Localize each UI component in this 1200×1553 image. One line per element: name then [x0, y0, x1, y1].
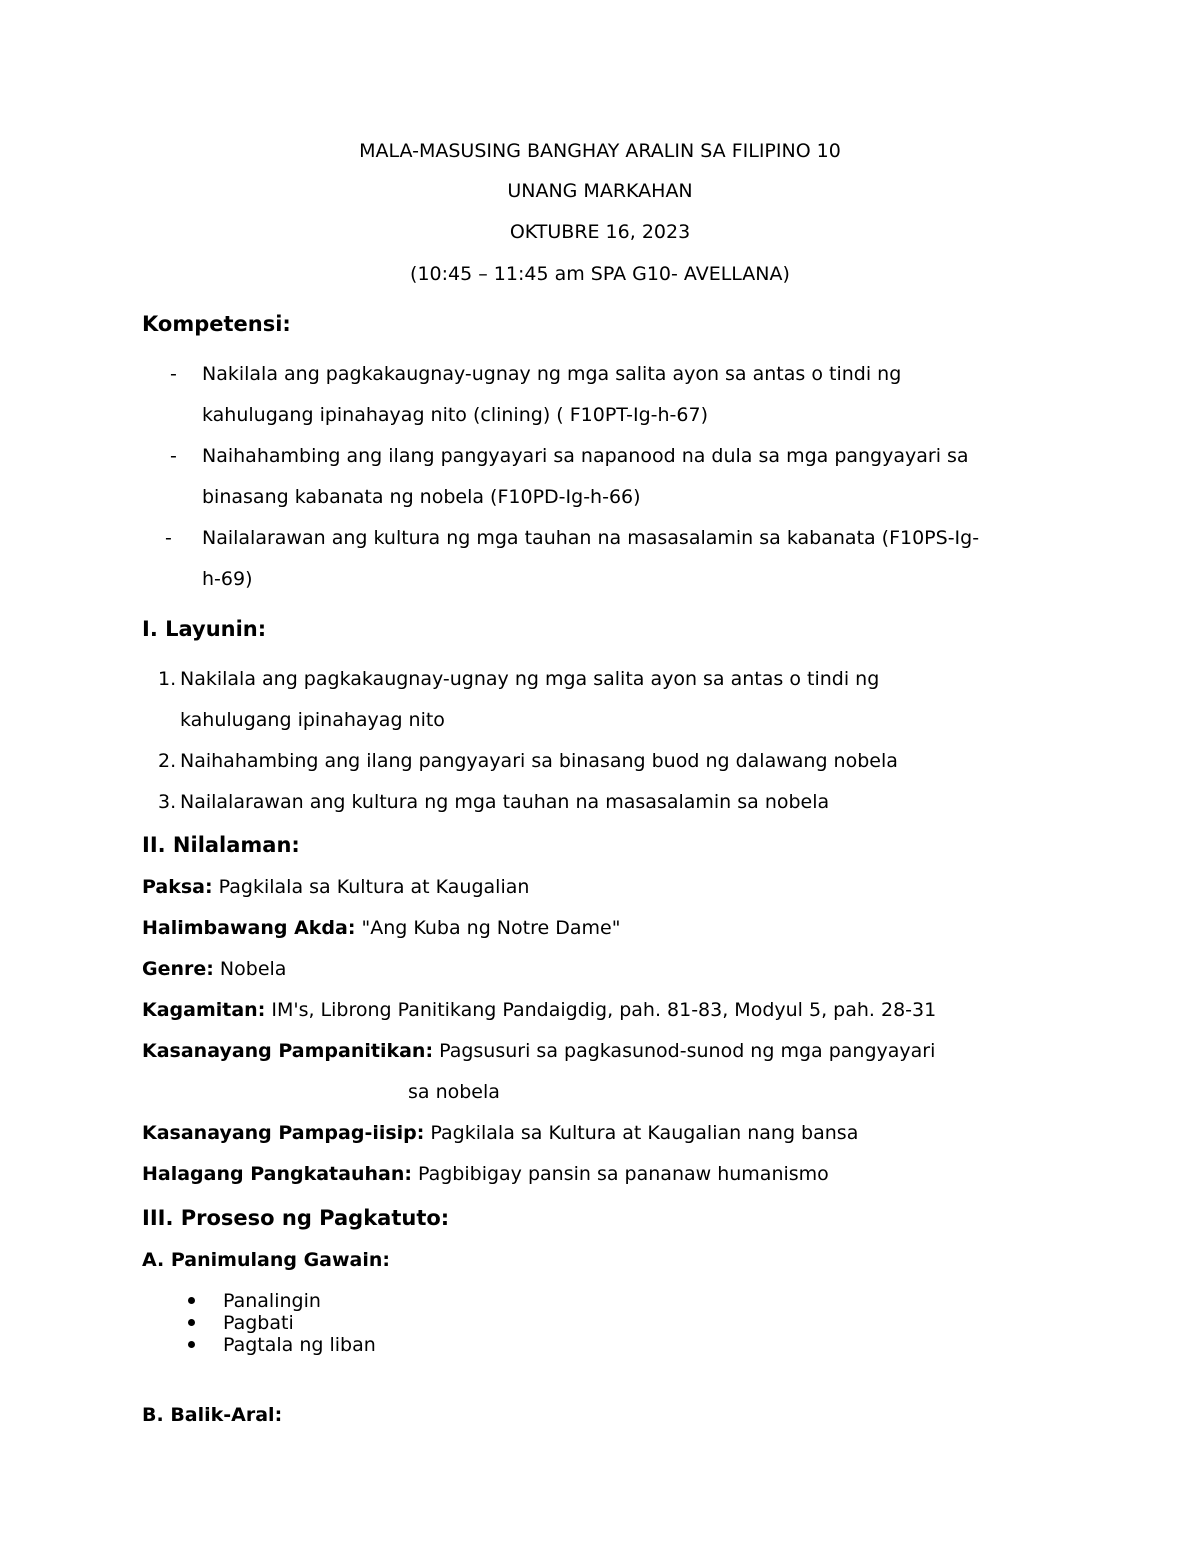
- kagamitan-label: Kagamitan:: [142, 999, 266, 1021]
- layunin-heading: I. Layunin:: [142, 617, 267, 641]
- genre-row: [142, 956, 286, 982]
- panimula-item-3: Pagtala ng liban: [223, 1334, 376, 1356]
- kompetensi-dash-1: -: [170, 363, 177, 385]
- kompetensi-item-2-line1: Naihahambing ang ilang pangyayari sa napanood na dula sa mga pangyayari sa: [202, 445, 969, 467]
- pangkatauhan-row: [142, 1161, 829, 1187]
- document-title: MALA-MASUSING BANGHAY ARALIN SA FILIPINO 10: [359, 140, 841, 162]
- kompetensi-item-3-line1: Nailalarawan ang kultura ng mga tauhan na masasalamin sa kabanata (F10PS-Ig-: [202, 527, 980, 549]
- bullet-icon: [188, 1319, 195, 1326]
- panimula-item-2: Pagbati: [223, 1312, 294, 1334]
- akda-row: [142, 915, 620, 941]
- layunin-num-1: 1.: [158, 668, 177, 690]
- kompetensi-dash-3: -: [165, 527, 172, 549]
- panimula-item-1: Panalingin: [223, 1290, 321, 1312]
- akda-label: Halimbawang Akda:: [142, 917, 356, 939]
- paksa-value: Pagkilala sa Kultura at Kaugalian: [212, 876, 530, 898]
- layunin-item-3: Nailalarawan ang kultura ng mga tauhan na masasalamin sa nobela: [180, 791, 830, 813]
- layunin-item-2: Naihahambing ang ilang pangyayari sa binasang buod ng dalawang nobela: [180, 750, 898, 772]
- kompetensi-heading: Kompetensi:: [142, 312, 291, 336]
- nilalaman-heading: II. Nilalaman:: [142, 833, 300, 857]
- pangkatauhan-label: Halagang Pangkatauhan:: [142, 1163, 412, 1185]
- paksa-label: Paksa:: [142, 876, 213, 898]
- pampanitikan-label: Kasanayang Pampanitikan:: [142, 1040, 434, 1062]
- genre-label: Genre:: [142, 958, 214, 980]
- kompetensi-item-3-line2: h-69): [202, 568, 253, 590]
- panimula-heading: A. Panimulang Gawain:: [142, 1249, 390, 1271]
- layunin-item-1-line1: Nakilala ang pagkakaugnay-ugnay ng mga salita ayon sa antas o tindi ng: [180, 668, 880, 690]
- pampagiisip-label: Kasanayang Pampag-iisip:: [142, 1122, 425, 1144]
- kagamitan-value: IM's, Librong Panitikang Pandaigdig, pah. 81-83, Modyul 5, pah. 28-31: [265, 999, 937, 1021]
- date-label: OKTUBRE 16, 2023: [509, 221, 691, 243]
- paksa-row: [142, 874, 529, 900]
- pampanitikan-value: Pagsusuri sa pagkasunod-sunod ng mga pangyayari: [433, 1040, 936, 1062]
- layunin-num-3: 3.: [158, 791, 177, 813]
- kagamitan-row: [142, 997, 936, 1023]
- kompetensi-item-1-line1: Nakilala ang pagkakaugnay-ugnay ng mga salita ayon sa antas o tindi ng: [202, 363, 902, 385]
- balik-aral-heading: B. Balik-Aral:: [142, 1404, 283, 1426]
- kompetensi-dash-2: -: [170, 445, 177, 467]
- layunin-num-2: 2.: [158, 750, 177, 772]
- pampanitikan-row: [142, 1038, 935, 1064]
- genre-value: Nobela: [213, 958, 287, 980]
- quarter-label: UNANG MARKAHAN: [507, 180, 693, 202]
- layunin-item-1-line2: kahulugang ipinahayag nito: [180, 709, 445, 731]
- bullet-icon: [188, 1297, 195, 1304]
- kompetensi-item-2-line2: binasang kabanata ng nobela (F10PD-Ig-h-66): [202, 486, 641, 508]
- pampagiisip-row: [142, 1120, 858, 1146]
- pangkatauhan-value: Pagbibigay pansin sa pananaw humanismo: [411, 1163, 829, 1185]
- pampanitikan-value-cont: sa nobela: [408, 1081, 500, 1103]
- schedule-label: (10:45 – 11:45 am SPA G10- AVELLANA): [410, 263, 790, 285]
- bullet-icon: [188, 1341, 195, 1348]
- pampagiisip-value: Pagkilala sa Kultura at Kaugalian nang bansa: [424, 1122, 859, 1144]
- kompetensi-item-1-line2: kahulugang ipinahayag nito (clining) ( F10PT-Ig-h-67): [202, 404, 709, 426]
- akda-value: "Ang Kuba ng Notre Dame": [355, 917, 621, 939]
- proseso-heading: III. Proseso ng Pagkatuto:: [142, 1206, 450, 1230]
